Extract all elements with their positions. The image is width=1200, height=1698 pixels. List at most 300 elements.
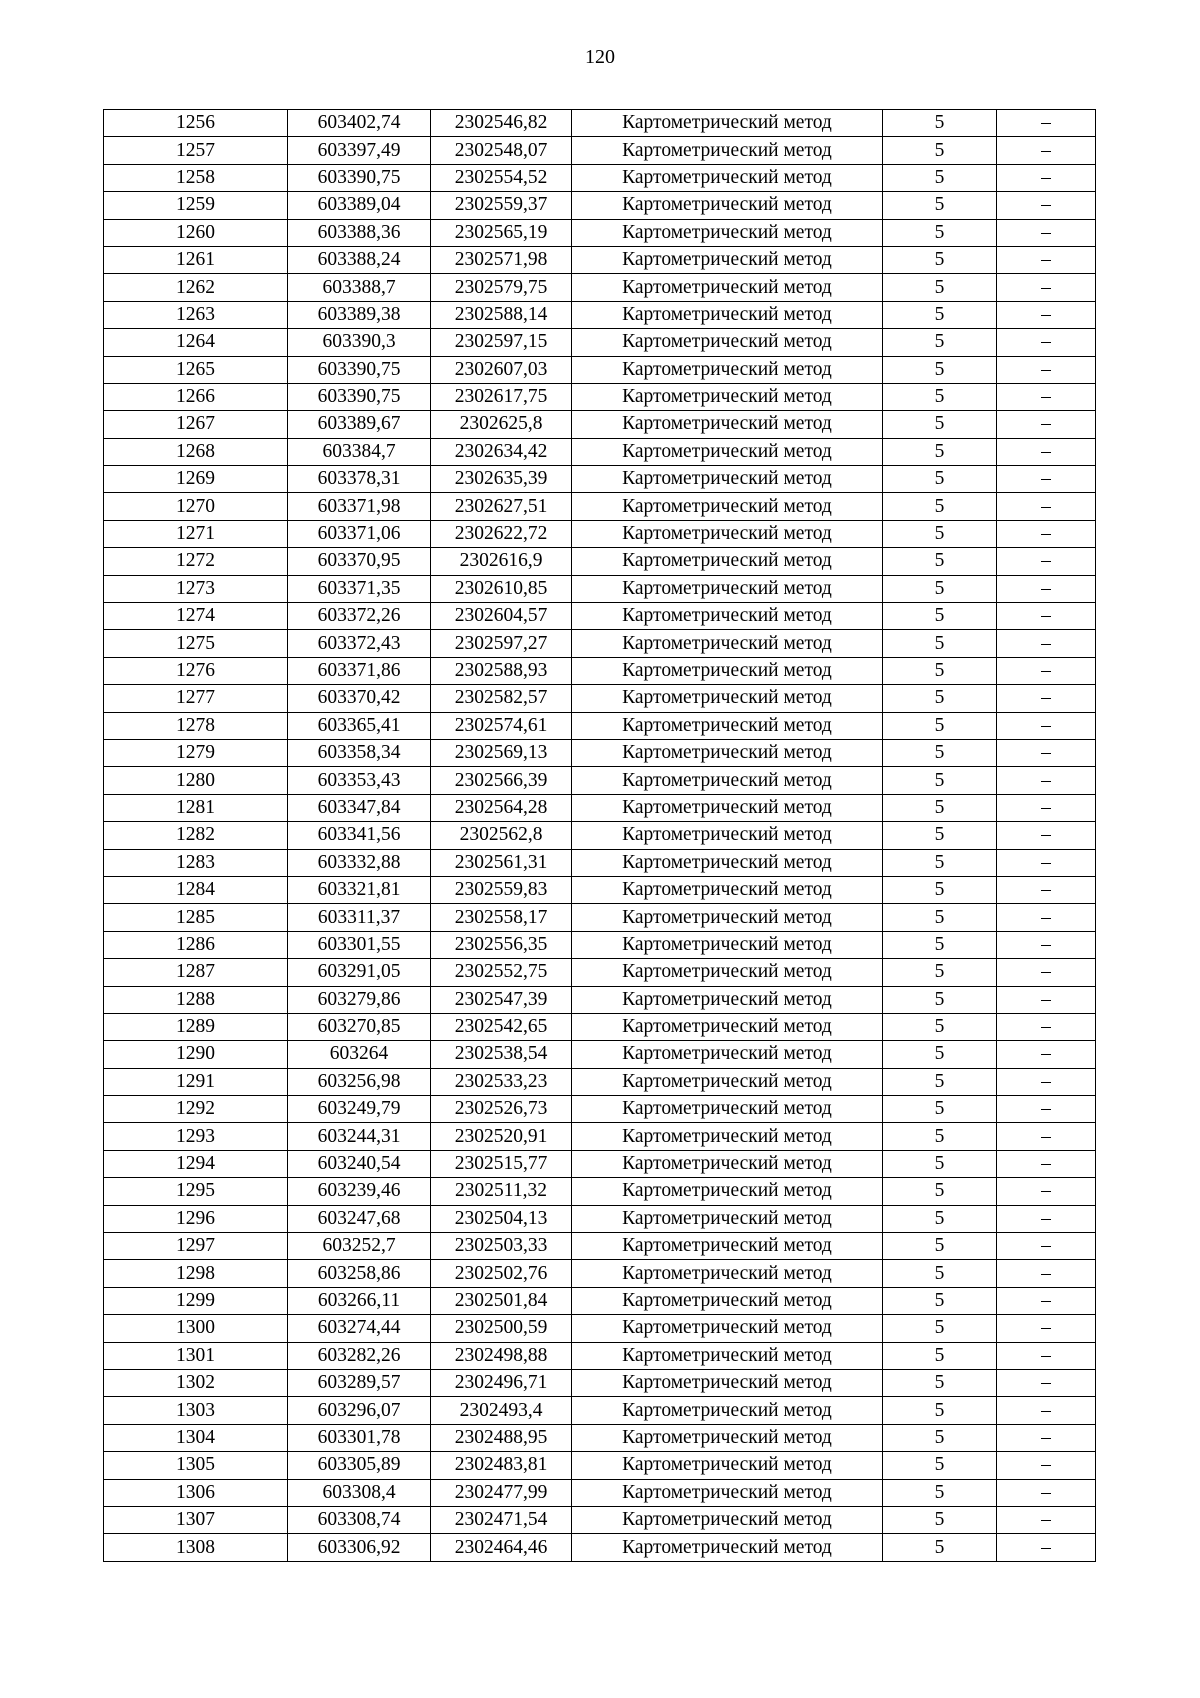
note-cell: –	[997, 1260, 1096, 1287]
note-cell: –	[997, 356, 1096, 383]
table-row	[104, 1479, 1096, 1506]
table-row	[104, 1123, 1096, 1150]
x-coordinate-cell: 603371,86	[288, 657, 431, 684]
x-coordinate-cell: 603282,26	[288, 1342, 431, 1369]
y-coordinate-cell: 2302546,82	[431, 110, 572, 137]
accuracy-cell: 5	[883, 1506, 997, 1533]
point-number-cell: 1278	[104, 712, 288, 739]
method-cell: Картометрический метод	[572, 630, 883, 657]
y-coordinate-cell: 2302627,51	[431, 493, 572, 520]
point-number-cell: 1272	[104, 548, 288, 575]
x-coordinate-cell: 603311,37	[288, 904, 431, 931]
table-row	[104, 1315, 1096, 1342]
point-number-cell: 1275	[104, 630, 288, 657]
method-cell: Картометрический метод	[572, 1424, 883, 1451]
note-cell: –	[997, 246, 1096, 273]
table-row	[104, 1260, 1096, 1287]
accuracy-cell: 5	[883, 1369, 997, 1396]
x-coordinate-cell: 603353,43	[288, 767, 431, 794]
note-cell: –	[997, 1123, 1096, 1150]
x-coordinate-cell: 603371,98	[288, 493, 431, 520]
y-coordinate-cell: 2302500,59	[431, 1315, 572, 1342]
point-number-cell: 1283	[104, 849, 288, 876]
method-cell: Картометрический метод	[572, 411, 883, 438]
accuracy-cell: 5	[883, 712, 997, 739]
table-row	[104, 520, 1096, 547]
method-cell: Картометрический метод	[572, 110, 883, 137]
table-row	[104, 438, 1096, 465]
note-cell: –	[997, 739, 1096, 766]
y-coordinate-cell: 2302520,91	[431, 1123, 572, 1150]
x-coordinate-cell: 603258,86	[288, 1260, 431, 1287]
note-cell: –	[997, 657, 1096, 684]
method-cell: Картометрический метод	[572, 1260, 883, 1287]
point-number-cell: 1303	[104, 1397, 288, 1424]
x-coordinate-cell: 603305,89	[288, 1452, 431, 1479]
table-row	[104, 110, 1096, 137]
note-cell: –	[997, 822, 1096, 849]
table-row	[104, 466, 1096, 493]
method-cell: Картометрический метод	[572, 1096, 883, 1123]
method-cell: Картометрический метод	[572, 876, 883, 903]
x-coordinate-cell: 603332,88	[288, 849, 431, 876]
accuracy-cell: 5	[883, 219, 997, 246]
y-coordinate-cell: 2302488,95	[431, 1424, 572, 1451]
accuracy-cell: 5	[883, 1096, 997, 1123]
point-number-cell: 1291	[104, 1068, 288, 1095]
x-coordinate-cell: 603240,54	[288, 1150, 431, 1177]
method-cell: Картометрический метод	[572, 603, 883, 630]
accuracy-cell: 5	[883, 575, 997, 602]
x-coordinate-cell: 603370,95	[288, 548, 431, 575]
x-coordinate-cell: 603390,3	[288, 329, 431, 356]
x-coordinate-cell: 603372,26	[288, 603, 431, 630]
method-cell: Картометрический метод	[572, 685, 883, 712]
accuracy-cell: 5	[883, 411, 997, 438]
y-coordinate-cell: 2302559,37	[431, 192, 572, 219]
method-cell: Картометрический метод	[572, 739, 883, 766]
x-coordinate-cell: 603371,35	[288, 575, 431, 602]
y-coordinate-cell: 2302588,14	[431, 301, 572, 328]
accuracy-cell: 5	[883, 301, 997, 328]
x-coordinate-cell: 603264	[288, 1041, 431, 1068]
point-number-cell: 1263	[104, 301, 288, 328]
method-cell: Картометрический метод	[572, 1315, 883, 1342]
method-cell: Картометрический метод	[572, 1068, 883, 1095]
point-number-cell: 1290	[104, 1041, 288, 1068]
accuracy-cell: 5	[883, 1041, 997, 1068]
table-row	[104, 575, 1096, 602]
accuracy-cell: 5	[883, 137, 997, 164]
x-coordinate-cell: 603388,7	[288, 274, 431, 301]
table-row	[104, 1369, 1096, 1396]
method-cell: Картометрический метод	[572, 274, 883, 301]
y-coordinate-cell: 2302569,13	[431, 739, 572, 766]
note-cell: –	[997, 1150, 1096, 1177]
table-row	[104, 849, 1096, 876]
note-cell: –	[997, 1233, 1096, 1260]
method-cell: Картометрический метод	[572, 137, 883, 164]
table-row	[104, 1205, 1096, 1232]
method-cell: Картометрический метод	[572, 329, 883, 356]
table-row	[104, 1424, 1096, 1451]
table-row	[104, 329, 1096, 356]
x-coordinate-cell: 603301,55	[288, 931, 431, 958]
method-cell: Картометрический метод	[572, 959, 883, 986]
table-row	[104, 685, 1096, 712]
note-cell: –	[997, 1178, 1096, 1205]
x-coordinate-cell: 603301,78	[288, 1424, 431, 1451]
point-number-cell: 1293	[104, 1123, 288, 1150]
method-cell: Картометрический метод	[572, 794, 883, 821]
note-cell: –	[997, 1315, 1096, 1342]
x-coordinate-cell: 603256,98	[288, 1068, 431, 1095]
x-coordinate-cell: 603371,06	[288, 520, 431, 547]
accuracy-cell: 5	[883, 1123, 997, 1150]
table-row	[104, 767, 1096, 794]
y-coordinate-cell: 2302464,46	[431, 1534, 572, 1561]
point-number-cell: 1298	[104, 1260, 288, 1287]
x-coordinate-cell: 603389,67	[288, 411, 431, 438]
y-coordinate-cell: 2302574,61	[431, 712, 572, 739]
note-cell: –	[997, 630, 1096, 657]
y-coordinate-cell: 2302579,75	[431, 274, 572, 301]
note-cell: –	[997, 548, 1096, 575]
table-row	[104, 301, 1096, 328]
method-cell: Картометрический метод	[572, 219, 883, 246]
y-coordinate-cell: 2302547,39	[431, 986, 572, 1013]
accuracy-cell: 5	[883, 1315, 997, 1342]
accuracy-cell: 5	[883, 356, 997, 383]
point-number-cell: 1280	[104, 767, 288, 794]
table-row	[104, 219, 1096, 246]
point-number-cell: 1265	[104, 356, 288, 383]
accuracy-cell: 5	[883, 794, 997, 821]
table-row	[104, 192, 1096, 219]
point-number-cell: 1262	[104, 274, 288, 301]
note-cell: –	[997, 712, 1096, 739]
note-cell: –	[997, 1342, 1096, 1369]
point-number-cell: 1289	[104, 1013, 288, 1040]
y-coordinate-cell: 2302622,72	[431, 520, 572, 547]
x-coordinate-cell: 603390,75	[288, 356, 431, 383]
method-cell: Картометрический метод	[572, 246, 883, 273]
point-number-cell: 1258	[104, 164, 288, 191]
x-coordinate-cell: 603397,49	[288, 137, 431, 164]
y-coordinate-cell: 2302552,75	[431, 959, 572, 986]
accuracy-cell: 5	[883, 548, 997, 575]
accuracy-cell: 5	[883, 822, 997, 849]
accuracy-cell: 5	[883, 685, 997, 712]
point-number-cell: 1281	[104, 794, 288, 821]
note-cell: –	[997, 493, 1096, 520]
table-row	[104, 137, 1096, 164]
method-cell: Картометрический метод	[572, 1506, 883, 1533]
point-number-cell: 1297	[104, 1233, 288, 1260]
y-coordinate-cell: 2302496,71	[431, 1369, 572, 1396]
table-row	[104, 548, 1096, 575]
point-number-cell: 1292	[104, 1096, 288, 1123]
accuracy-cell: 5	[883, 466, 997, 493]
note-cell: –	[997, 575, 1096, 602]
point-number-cell: 1273	[104, 575, 288, 602]
method-cell: Картометрический метод	[572, 1178, 883, 1205]
accuracy-cell: 5	[883, 1534, 997, 1561]
table-row	[104, 1041, 1096, 1068]
table-row	[104, 630, 1096, 657]
y-coordinate-cell: 2302582,57	[431, 685, 572, 712]
accuracy-cell: 5	[883, 1068, 997, 1095]
x-coordinate-cell: 603270,85	[288, 1013, 431, 1040]
y-coordinate-cell: 2302607,03	[431, 356, 572, 383]
method-cell: Картометрический метод	[572, 657, 883, 684]
table-row	[104, 1013, 1096, 1040]
note-cell: –	[997, 794, 1096, 821]
x-coordinate-cell: 603291,05	[288, 959, 431, 986]
x-coordinate-cell: 603365,41	[288, 712, 431, 739]
point-number-cell: 1287	[104, 959, 288, 986]
x-coordinate-cell: 603347,84	[288, 794, 431, 821]
point-number-cell: 1282	[104, 822, 288, 849]
point-number-cell: 1271	[104, 520, 288, 547]
point-number-cell: 1277	[104, 685, 288, 712]
x-coordinate-cell: 603252,7	[288, 1233, 431, 1260]
x-coordinate-cell: 603390,75	[288, 164, 431, 191]
table-row	[104, 822, 1096, 849]
y-coordinate-cell: 2302635,39	[431, 466, 572, 493]
y-coordinate-cell: 2302471,54	[431, 1506, 572, 1533]
accuracy-cell: 5	[883, 1205, 997, 1232]
method-cell: Картометрический метод	[572, 1369, 883, 1396]
x-coordinate-cell: 603390,75	[288, 383, 431, 410]
table-row	[104, 1287, 1096, 1314]
x-coordinate-cell: 603247,68	[288, 1205, 431, 1232]
table-row	[104, 603, 1096, 630]
y-coordinate-cell: 2302511,32	[431, 1178, 572, 1205]
accuracy-cell: 5	[883, 164, 997, 191]
y-coordinate-cell: 2302562,8	[431, 822, 572, 849]
y-coordinate-cell: 2302625,8	[431, 411, 572, 438]
note-cell: –	[997, 1452, 1096, 1479]
table-row	[104, 1068, 1096, 1095]
note-cell: –	[997, 876, 1096, 903]
y-coordinate-cell: 2302565,19	[431, 219, 572, 246]
method-cell: Картометрический метод	[572, 1013, 883, 1040]
point-number-cell: 1264	[104, 329, 288, 356]
point-number-cell: 1266	[104, 383, 288, 410]
table-row	[104, 1233, 1096, 1260]
point-number-cell: 1260	[104, 219, 288, 246]
y-coordinate-cell: 2302501,84	[431, 1287, 572, 1314]
method-cell: Картометрический метод	[572, 1534, 883, 1561]
table-row	[104, 1342, 1096, 1369]
x-coordinate-cell: 603244,31	[288, 1123, 431, 1150]
accuracy-cell: 5	[883, 274, 997, 301]
method-cell: Картометрический метод	[572, 548, 883, 575]
method-cell: Картометрический метод	[572, 164, 883, 191]
table-row	[104, 931, 1096, 958]
accuracy-cell: 5	[883, 849, 997, 876]
y-coordinate-cell: 2302564,28	[431, 794, 572, 821]
accuracy-cell: 5	[883, 959, 997, 986]
table-row	[104, 739, 1096, 766]
note-cell: –	[997, 301, 1096, 328]
note-cell: –	[997, 192, 1096, 219]
note-cell: –	[997, 1068, 1096, 1095]
method-cell: Картометрический метод	[572, 192, 883, 219]
accuracy-cell: 5	[883, 876, 997, 903]
table-row	[104, 1506, 1096, 1533]
table-row	[104, 712, 1096, 739]
point-number-cell: 1284	[104, 876, 288, 903]
x-coordinate-cell: 603296,07	[288, 1397, 431, 1424]
note-cell: –	[997, 1041, 1096, 1068]
y-coordinate-cell: 2302515,77	[431, 1150, 572, 1177]
method-cell: Картометрический метод	[572, 986, 883, 1013]
y-coordinate-cell: 2302498,88	[431, 1342, 572, 1369]
point-number-cell: 1304	[104, 1424, 288, 1451]
accuracy-cell: 5	[883, 1342, 997, 1369]
table-row	[104, 1534, 1096, 1561]
method-cell: Картометрический метод	[572, 575, 883, 602]
note-cell: –	[997, 685, 1096, 712]
accuracy-cell: 5	[883, 520, 997, 547]
method-cell: Картометрический метод	[572, 1233, 883, 1260]
point-number-cell: 1307	[104, 1506, 288, 1533]
method-cell: Картометрический метод	[572, 520, 883, 547]
point-number-cell: 1261	[104, 246, 288, 273]
point-number-cell: 1301	[104, 1342, 288, 1369]
note-cell: –	[997, 219, 1096, 246]
point-number-cell: 1308	[104, 1534, 288, 1561]
y-coordinate-cell: 2302538,54	[431, 1041, 572, 1068]
method-cell: Картометрический метод	[572, 1205, 883, 1232]
method-cell: Картометрический метод	[572, 383, 883, 410]
y-coordinate-cell: 2302634,42	[431, 438, 572, 465]
y-coordinate-cell: 2302597,27	[431, 630, 572, 657]
x-coordinate-cell: 603358,34	[288, 739, 431, 766]
note-cell: –	[997, 849, 1096, 876]
note-cell: –	[997, 137, 1096, 164]
point-number-cell: 1296	[104, 1205, 288, 1232]
accuracy-cell: 5	[883, 603, 997, 630]
y-coordinate-cell: 2302571,98	[431, 246, 572, 273]
method-cell: Картометрический метод	[572, 1123, 883, 1150]
note-cell: –	[997, 1534, 1096, 1561]
accuracy-cell: 5	[883, 657, 997, 684]
point-number-cell: 1269	[104, 466, 288, 493]
x-coordinate-cell: 603308,4	[288, 1479, 431, 1506]
table-row	[104, 356, 1096, 383]
method-cell: Картометрический метод	[572, 1342, 883, 1369]
table-row	[104, 657, 1096, 684]
point-number-cell: 1270	[104, 493, 288, 520]
note-cell: –	[997, 411, 1096, 438]
y-coordinate-cell: 2302533,23	[431, 1068, 572, 1095]
y-coordinate-cell: 2302559,83	[431, 876, 572, 903]
x-coordinate-cell: 603308,74	[288, 1506, 431, 1533]
note-cell: –	[997, 1506, 1096, 1533]
method-cell: Картометрический метод	[572, 767, 883, 794]
x-coordinate-cell: 603388,36	[288, 219, 431, 246]
method-cell: Картометрический метод	[572, 1287, 883, 1314]
method-cell: Картометрический метод	[572, 1150, 883, 1177]
y-coordinate-cell: 2302493,4	[431, 1397, 572, 1424]
point-number-cell: 1288	[104, 986, 288, 1013]
point-number-cell: 1279	[104, 739, 288, 766]
point-number-cell: 1294	[104, 1150, 288, 1177]
note-cell: –	[997, 1205, 1096, 1232]
y-coordinate-cell: 2302604,57	[431, 603, 572, 630]
table-row	[104, 986, 1096, 1013]
table-row	[104, 164, 1096, 191]
note-cell: –	[997, 438, 1096, 465]
y-coordinate-cell: 2302504,13	[431, 1205, 572, 1232]
x-coordinate-cell: 603341,56	[288, 822, 431, 849]
accuracy-cell: 5	[883, 110, 997, 137]
y-coordinate-cell: 2302483,81	[431, 1452, 572, 1479]
y-coordinate-cell: 2302503,33	[431, 1233, 572, 1260]
x-coordinate-cell: 603274,44	[288, 1315, 431, 1342]
accuracy-cell: 5	[883, 246, 997, 273]
x-coordinate-cell: 603384,7	[288, 438, 431, 465]
accuracy-cell: 5	[883, 1013, 997, 1040]
point-number-cell: 1295	[104, 1178, 288, 1205]
method-cell: Картометрический метод	[572, 904, 883, 931]
note-cell: –	[997, 466, 1096, 493]
accuracy-cell: 5	[883, 1233, 997, 1260]
y-coordinate-cell: 2302561,31	[431, 849, 572, 876]
note-cell: –	[997, 1397, 1096, 1424]
x-coordinate-cell: 603389,04	[288, 192, 431, 219]
x-coordinate-cell: 603370,42	[288, 685, 431, 712]
point-number-cell: 1302	[104, 1369, 288, 1396]
method-cell: Картометрический метод	[572, 301, 883, 328]
table-row	[104, 274, 1096, 301]
accuracy-cell: 5	[883, 438, 997, 465]
x-coordinate-cell: 603266,11	[288, 1287, 431, 1314]
y-coordinate-cell: 2302558,17	[431, 904, 572, 931]
table-row	[104, 904, 1096, 931]
point-number-cell: 1259	[104, 192, 288, 219]
accuracy-cell: 5	[883, 931, 997, 958]
y-coordinate-cell: 2302588,93	[431, 657, 572, 684]
x-coordinate-cell: 603388,24	[288, 246, 431, 273]
x-coordinate-cell: 603378,31	[288, 466, 431, 493]
coordinates-table-body	[104, 110, 1096, 1562]
table-row	[104, 794, 1096, 821]
y-coordinate-cell: 2302542,65	[431, 1013, 572, 1040]
note-cell: –	[997, 1479, 1096, 1506]
method-cell: Картометрический метод	[572, 466, 883, 493]
note-cell: –	[997, 767, 1096, 794]
table-row	[104, 383, 1096, 410]
y-coordinate-cell: 2302556,35	[431, 931, 572, 958]
note-cell: –	[997, 520, 1096, 547]
point-number-cell: 1268	[104, 438, 288, 465]
point-number-cell: 1286	[104, 931, 288, 958]
note-cell: –	[997, 1424, 1096, 1451]
y-coordinate-cell: 2302616,9	[431, 548, 572, 575]
y-coordinate-cell: 2302617,75	[431, 383, 572, 410]
accuracy-cell: 5	[883, 192, 997, 219]
accuracy-cell: 5	[883, 767, 997, 794]
page-number: 120	[585, 46, 615, 68]
note-cell: –	[997, 383, 1096, 410]
accuracy-cell: 5	[883, 1424, 997, 1451]
method-cell: Картометрический метод	[572, 849, 883, 876]
accuracy-cell: 5	[883, 493, 997, 520]
